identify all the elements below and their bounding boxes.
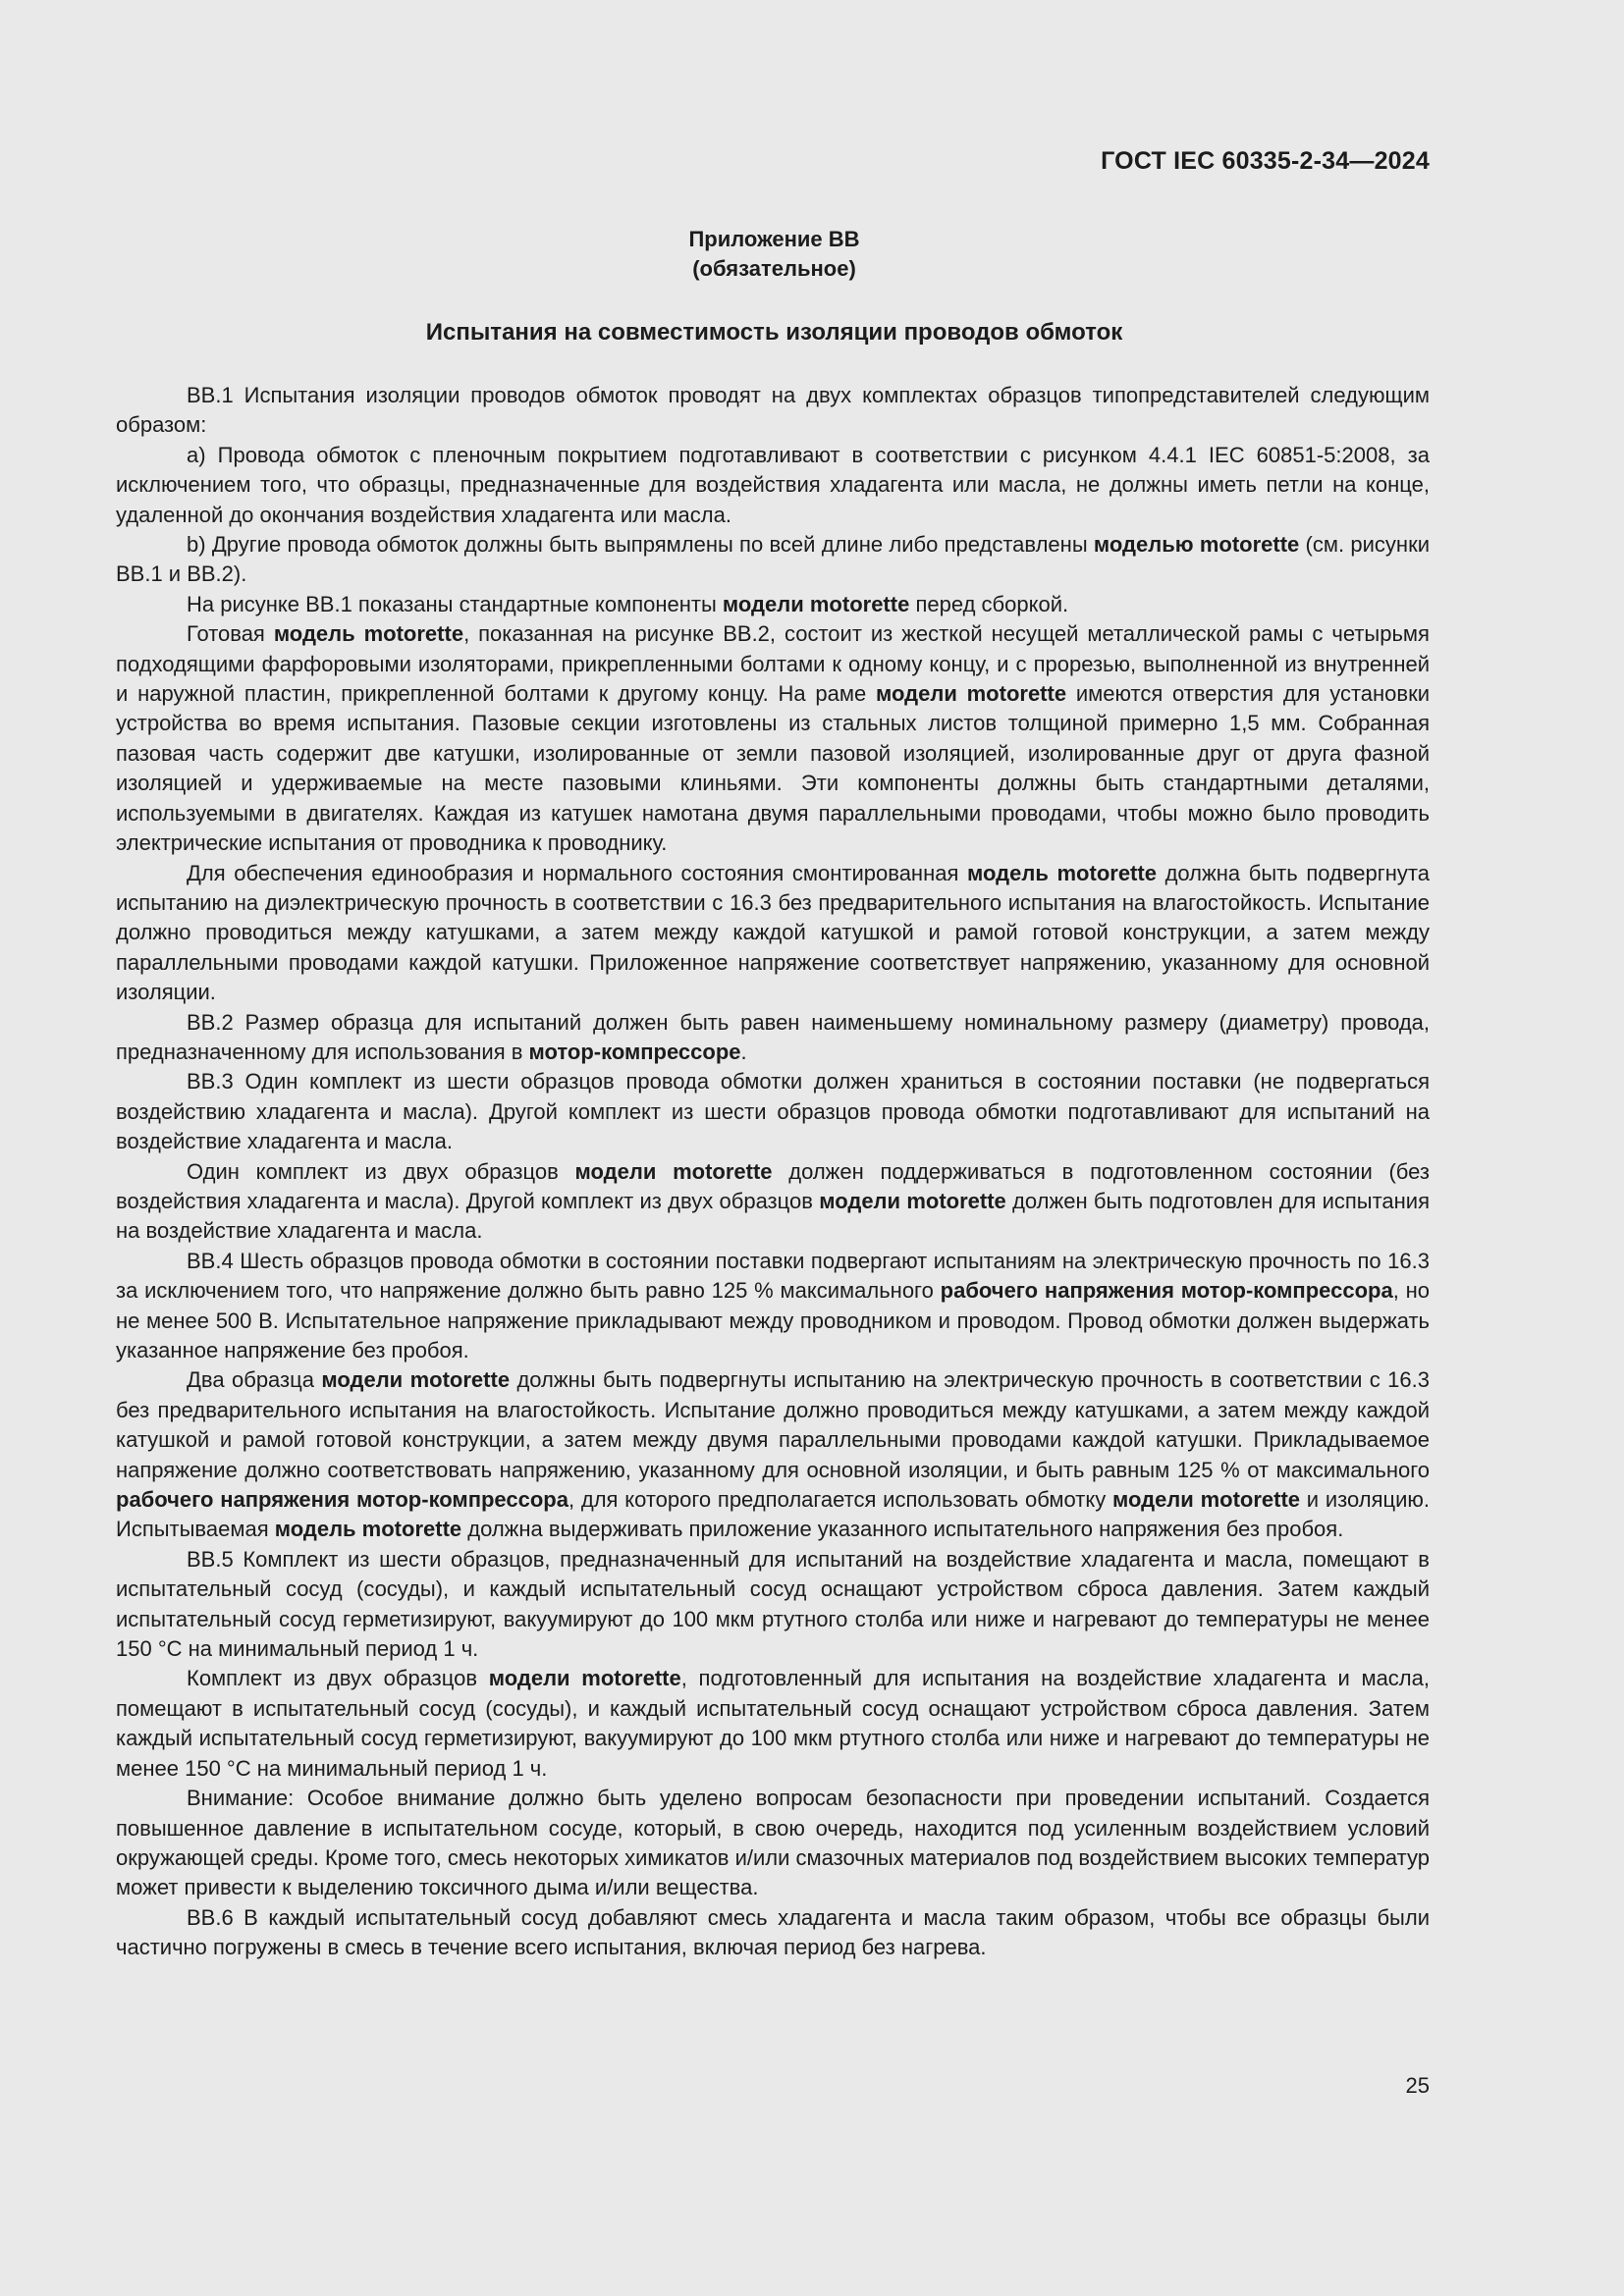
document-body: [116, 381, 1430, 1963]
paragraph: [116, 1365, 1430, 1544]
annex-status: (обязательное): [692, 256, 856, 281]
paragraph-text: и изоляцию. Испытываемая: [116, 1487, 1430, 1542]
paragraph: [116, 1157, 1430, 1247]
annex-title: Испытания на совместимость изоляции проводов обмоток: [425, 319, 1123, 346]
paragraph-text: Готовая: [187, 621, 274, 647]
paragraph-text: должен поддерживаться в подготовленном состоянии (без воздействия хладагента и масла). Другой комплект из двух образцов: [116, 1158, 1430, 1213]
paragraph-text: Внимание: Особое внимание должно быть уделено вопросам безопасности при проведении испытаний. Создается повышенное давление в испытательном сосуде, который, в свою очередь, находится под усиленным воздействием условий окружающей среды. Кроме того, смесь некоторых химикатов и/или смазочных материалов под воздействием высоких температур может привести к выделению токсичного дыма и/или вещества.: [116, 1786, 1430, 1900]
paragraph-text: ВВ.2 Размер образца для испытаний должен быть равен наименьшему номинальному размеру (диаметру) провода, предназначенному для использования в: [116, 1009, 1430, 1064]
paragraph-text: , показанная на рисунке ВВ.2, состоит из жесткой несущей металлической рамы с четырьмя подходящими фарфоровыми изоляторами, прикрепленными болтами к одному концу, и с прорезью, выполненной из внутренней и наружной пластин, прикрепленной болтами к другому концу. На раме: [116, 621, 1430, 707]
paragraph-text: ВВ.1 Испытания изоляции проводов обмоток проводят на двух комплектах образцов типопредставителей следующим образом:: [116, 383, 1430, 438]
paragraph-text: , подготовленный для испытания на воздействие хладагента и масла, помещают в испытательный сосуд (сосуды), и каждый испытательный сосуд оснащают устройством сброса давления. Затем каждый испытательный сосуд герметизируют, вакуумируют до 100 мкм ртутного столба или ниже и нагревают до температуры не менее 150 °С на минимальный период 1 ч.: [116, 1666, 1430, 1781]
paragraph-text: ВВ.6 В каждый испытательный сосуд добавляют смесь хладагента и масла таким образом, чтобы все образцы были частично погружены в смесь в течение всего испытания, включая период без нагрева.: [116, 1904, 1430, 1960]
paragraph: [116, 530, 1430, 590]
defined-term: модель motorette: [273, 621, 464, 647]
paragraph-text: должны быть подвергнуты испытанию на электрическую прочность в соответствии с 16.3 без предварительного испытания на влагостойкость. Испытание должно проводиться между катушками, а затем между каждой катушкой и рамой готовой конструкции, а затем между двумя параллельными проводами каждой катушки. Прикладываемое напряжение должно соответствовать напряжению, указанному для основной изоляции, и быть равным 125 % от максимального: [116, 1367, 1430, 1482]
paragraph-text: b) Другие провода обмоток должны быть выпрямлены по всей длине либо представлены: [187, 532, 1094, 558]
page-number: 25: [1405, 2073, 1430, 2098]
defined-term: моделью motorette: [1093, 532, 1300, 558]
paragraph-text: ВВ.3 Один комплект из шести образцов провода обмотки должен храниться в состоянии поставки (не подвергаться воздействию хладагента и масла). Другой комплект из шести образцов провода обмотки подготавливают для испытаний на воздействие хладагента и масла.: [116, 1069, 1430, 1154]
paragraph-text: ВВ.5 Комплект из шести образцов, предназначенный для испытаний на воздействие хладагента и масла, помещают в испытательный сосуд (сосуды), и каждый испытательный сосуд оснащают устройством сброса давления. Затем каждый испытательный сосуд герметизируют, вакуумируют до 100 мкм ртутного столба или ниже и нагревают до температуры не менее 150 °С на минимальный период 1 ч.: [116, 1546, 1430, 1662]
defined-term: модель motorette: [274, 1517, 462, 1542]
paragraph-text: а) Провода обмоток с пленочным покрытием подготавливают в соответствии с рисунком 4.4.1 IEC 60851-5:2008, за исключением того, что образцы, предназначенные для воздействия хладагента или масла, не должны иметь петли на конце, удаленной до окончания воздействия хладагента или масла.: [116, 442, 1430, 527]
paragraph-text: ВВ.4 Шесть образцов провода обмотки в состоянии поставки подвергают испытаниям на электрическую прочность по 16.3 за исключением того, что напряжение должно быть равно 125 % максимального: [116, 1248, 1430, 1304]
paragraph-text: (см. рисунки ВВ.1 и ВВ.2).: [116, 532, 1430, 587]
paragraph: [116, 1784, 1430, 1903]
paragraph-text: .: [740, 1039, 747, 1064]
paragraph-text: , но не менее 500 В. Испытательное напряжение прикладывают между проводником и проводом. Провод обмотки должен выдержать указанное напряжение без пробоя.: [116, 1278, 1430, 1362]
defined-term: рабочего напряжения мотор-компрессора: [116, 1487, 568, 1513]
paragraph: [116, 1664, 1430, 1784]
paragraph-text: Один комплект из двух образцов: [187, 1158, 575, 1184]
paragraph-text: должен быть подготовлен для испытания на воздействие хладагента и масла.: [116, 1188, 1430, 1244]
paragraph-text: На рисунке ВВ.1 показаны стандартные компоненты: [187, 591, 723, 616]
paragraph: [116, 590, 1430, 619]
defined-term: модель motorette: [967, 860, 1157, 885]
standard-id: ГОСТ IEC 60335-2-34—2024: [1101, 147, 1430, 175]
paragraph: [116, 1247, 1430, 1366]
paragraph: [116, 859, 1430, 1008]
paragraph-text: , для которого предполагается использовать обмотку: [568, 1487, 1112, 1513]
document-header: [1101, 147, 1430, 176]
paragraph-text: Для обеспечения единообразия и нормального состояния смонтированная: [187, 860, 968, 885]
defined-term: модели motorette: [321, 1367, 511, 1393]
paragraph-text: должна выдерживать приложение указанного испытательного напряжения без пробоя.: [461, 1517, 1344, 1542]
paragraph: [116, 1903, 1430, 1963]
paragraph: [116, 441, 1430, 530]
paragraph: [116, 1545, 1430, 1665]
defined-term: рабочего напряжения мотор-компрессора: [940, 1278, 1393, 1304]
paragraph-text: Комплект из двух образцов: [187, 1666, 489, 1691]
paragraph: [116, 619, 1430, 858]
paragraph: [116, 381, 1430, 441]
defined-term: мотор-компрессоре: [528, 1039, 741, 1064]
paragraph-text: имеются отверстия для установки устройства во время испытания. Пазовые секции изготовлены из стальных листов толщиной примерно 1,5 мм. Собранная пазовая часть содержит две катушки, изолированные от земли пазовой изоляцией, изолированные друг от друга фазной изоляцией и удерживаемые на месте пазовыми клиньями. Эти компоненты должны быть стандартными деталями, используемыми в двигателях. Каждая из катушек намотана двумя параллельными проводами, чтобы можно было проводить электрические испытания от проводника к проводнику.: [116, 681, 1430, 856]
defined-term: модели motorette: [488, 1666, 681, 1691]
annex-label: Приложение ВВ: [688, 227, 860, 251]
defined-term: модели motorette: [722, 591, 910, 616]
defined-term: модели motorette: [819, 1188, 1006, 1213]
paragraph-text: должна быть подвергнута испытанию на диэлектрическую прочность в соответствии с 16.3 без предварительного испытания на влагостойкость. Испытание должно проводиться между катушками, а затем между каждой катушкой и рамой готовой конструкции, а затем между параллельными проводами каждой катушки. Приложенное напряжение соответствует напряжению, указанному для основной изоляции.: [116, 860, 1430, 1005]
defined-term: модели motorette: [876, 681, 1067, 707]
defined-term: модели motorette: [1111, 1487, 1301, 1513]
defined-term: модели motorette: [574, 1158, 773, 1184]
annex-heading: [0, 225, 1548, 284]
paragraph-text: перед сборкой.: [909, 591, 1069, 616]
paragraph-text: Два образца: [187, 1367, 322, 1393]
paragraph: [116, 1008, 1430, 1068]
paragraph: [116, 1067, 1430, 1156]
